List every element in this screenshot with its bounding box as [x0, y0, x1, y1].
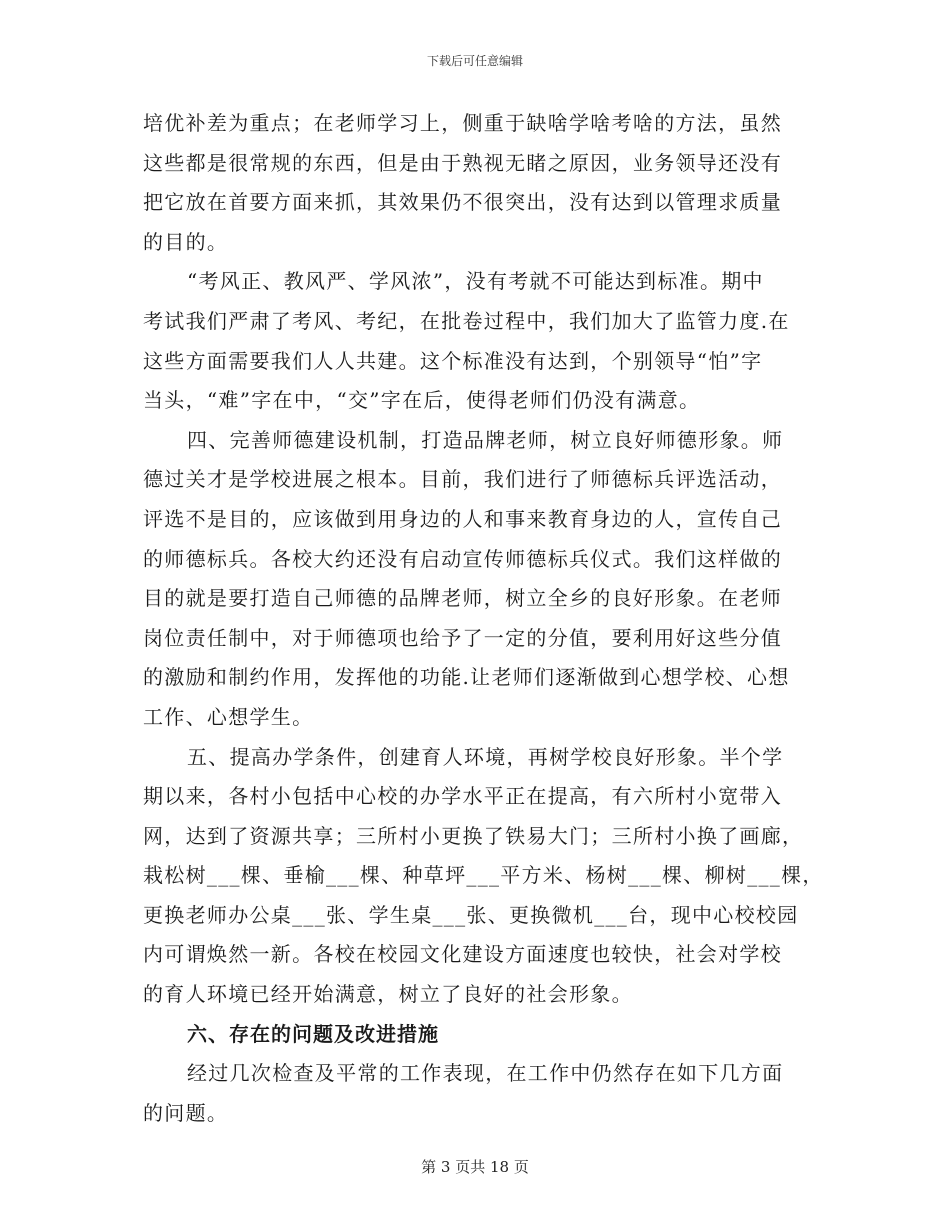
text-line: 的育人环境已经开始满意，树立了良好的社会形象。: [143, 982, 633, 1007]
text-line: 这些方面需要我们人人共建。这个标准没有达到，个别领导“怕”字: [143, 348, 763, 373]
text-line: 培优补差为重点；在老师学习上，侧重于缺啥学啥考啥的方法，虽然: [143, 111, 782, 135]
text-line: 把它放在首要方面来抓，其效果仍不很突出，没有达到以管理求质量: [143, 190, 782, 215]
text-line: 内可谓焕然一新。各校在校园文化建设方面速度也较快，社会对学校: [143, 942, 782, 967]
text-line: 考试我们严肃了考风、考纪，在批卷过程中，我们加大了监管力度.在: [143, 308, 790, 333]
document-body: [143, 104, 824, 1133]
text-line: 期以来，各村小包括中心校的办学水平正在提高，有六所村小宽带入: [143, 784, 782, 809]
text-line: 栽松树___棵、垂榆___棵、种草坪___平方米、杨树___棵、柳树___棵，: [143, 863, 824, 888]
paragraph-first-line: 五、提高办学条件，创建育人环境，再树学校良好形象。半个学: [187, 744, 784, 769]
text-line: 工作、心想学生。: [143, 704, 314, 729]
page-header: 下载后可任意编辑: [426, 54, 523, 68]
paragraph-first-line: 四、完善师德建设机制，打造品牌老师，树立良好师德形象。师: [187, 427, 784, 452]
text-line: 岗位责任制中，对于师德项也给予了一定的分值，要利用好这些分值: [143, 625, 782, 650]
text-line: 的师德标兵。各校大约还没有启动宣传师德标兵仪式。我们这样做的: [143, 546, 782, 571]
text-line: 的问题。: [143, 1100, 229, 1125]
text-line: 网，达到了资源共享；三所村小更换了铁易大门；三所村小换了画廊，: [143, 823, 804, 848]
paragraph-first-line: 经过几次检查及平常的工作表现，在工作中仍然存在如下几方面: [187, 1061, 784, 1086]
text-line: 评选不是目的，应该做到用身边的人和事来教育身边的人，宣传自己: [143, 506, 782, 531]
text-line: 这些都是很常规的东西，但是由于熟视无睹之原因，业务领导还没有: [143, 150, 782, 175]
page-number-footer: 第 3 页共 18 页: [421, 1158, 529, 1176]
text-line: 更换老师办公桌___张、学生桌___张、更换微机___台，现中心校校园: [143, 902, 799, 927]
text-line: 当头，“难”字在中，“交”字在后，使得老师们仍没有满意。: [143, 388, 701, 413]
text-line: 的激励和制约作用，发挥他的功能.让老师们逐渐做到心想学校、心想: [143, 665, 790, 690]
section-heading: 六、存在的问题及改进措施: [187, 1021, 439, 1046]
paragraph-first-line: “考风正、教风严、学风浓”，没有考就不可能达到标准。期中: [187, 269, 764, 294]
text-line: 目的就是要打造自己师德的品牌老师，树立全乡的良好形象。在老师: [143, 586, 782, 611]
text-line: 的目的。: [143, 229, 229, 254]
text-line: 德过关才是学校进展之根本。目前，我们进行了师德标兵评选活动，: [143, 467, 782, 492]
